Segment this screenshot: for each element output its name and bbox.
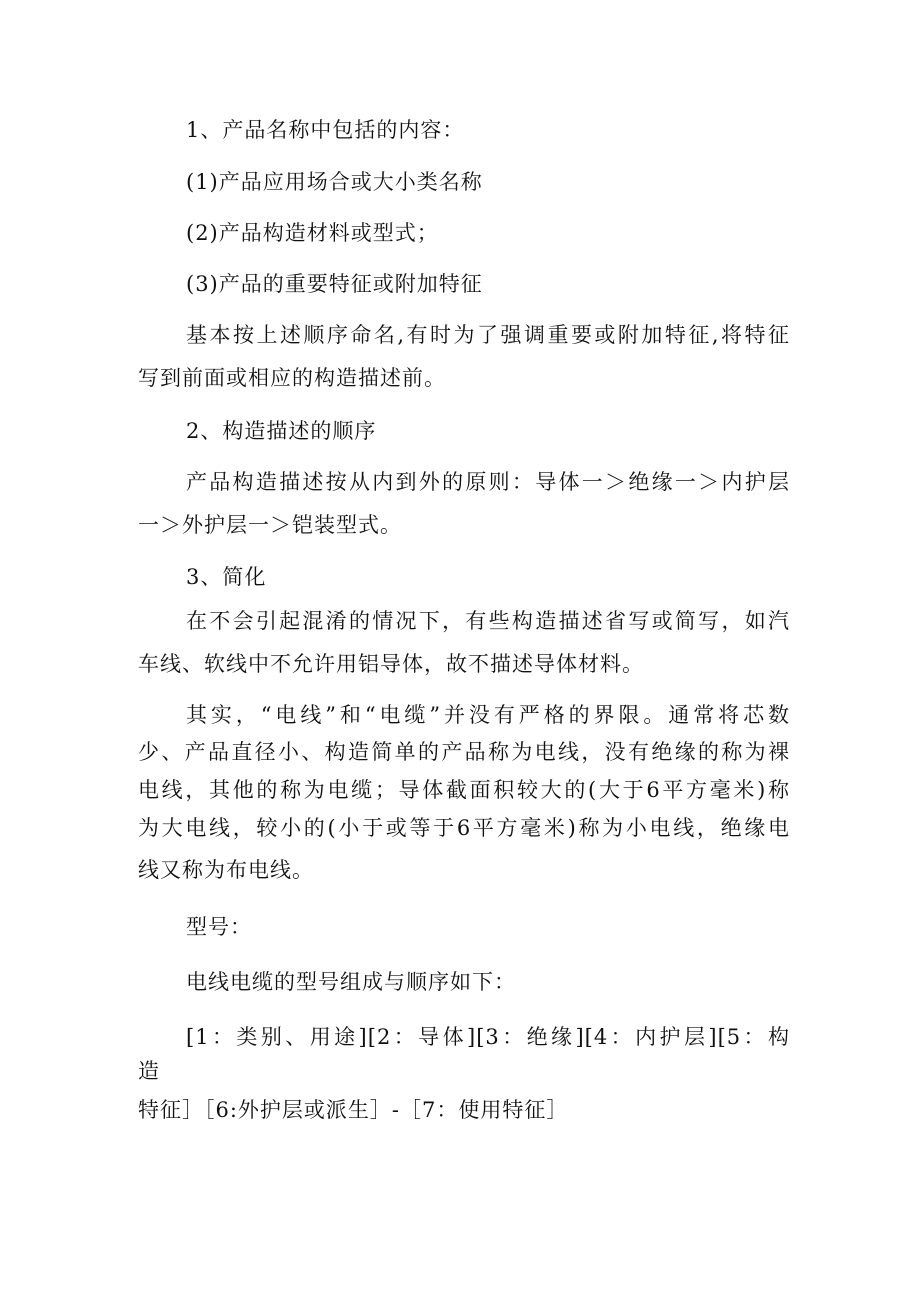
heading-model: 型号： (186, 915, 252, 939)
paragraph-naming-order-line-1: 基本按上述顺序命名,有时为了强调重要或附加特征,将特征 (186, 323, 790, 347)
paragraph-wire-cable-line-2: 少、产品直径小、构造简单的产品称为电线，没有绝缘的称为裸 (138, 740, 790, 764)
model-format-line-1: [1：类别、用途][2：导体][3：绝缘][4：内护层][5：构 (186, 1025, 790, 1049)
heading-simplification: 3、简化 (186, 565, 267, 589)
paragraph-wire-cable-line-1: 其实，“电线”和“电缆”并没有严格的界限。通常将芯数 (186, 703, 790, 727)
paragraph-simplification-line-1: 在不会引起混淆的情况下，有些构造描述省写或简写，如汽 (186, 609, 790, 633)
model-format-line-3: 特征］［6:外护层或派生］-［7：使用特征］ (138, 1098, 569, 1122)
paragraph-wire-cable-line-5: 线又称为布电线。 (138, 858, 314, 882)
heading-product-name-content: 1、产品名称中包括的内容： (186, 118, 465, 142)
paragraph-naming-order-line-2: 写到前面或相应的构造描述前。 (138, 366, 446, 390)
model-format-line-2: 造 (138, 1059, 160, 1083)
paragraph-structure-line-2: 一＞外护层一＞铠装型式。 (138, 513, 402, 537)
paragraph-structure-line-1: 产品构造描述按从内到外的原则：导体一＞绝缘一＞内护层 (186, 470, 790, 494)
paragraph-simplification-line-2: 车线、软线中不允许用铝导体，故不描述导体材料。 (138, 652, 644, 676)
model-intro: 电线电缆的型号组成与顺序如下： (186, 970, 516, 994)
list-item-2: (2)产品构造材料或型式； (186, 221, 439, 245)
list-item-3: (3)产品的重要特征或附加特征 (186, 272, 483, 296)
paragraph-wire-cable-line-4: 为大电线，较小的(小于或等于6平方毫米)称为小电线，绝缘电 (138, 816, 790, 840)
list-item-1: (1)产品应用场合或大小类名称 (186, 170, 483, 194)
heading-structure-order: 2、构造描述的顺序 (186, 419, 377, 443)
paragraph-wire-cable-line-3: 电线，其他的称为电缆；导体截面积较大的(大于6平方毫米)称 (138, 778, 790, 802)
